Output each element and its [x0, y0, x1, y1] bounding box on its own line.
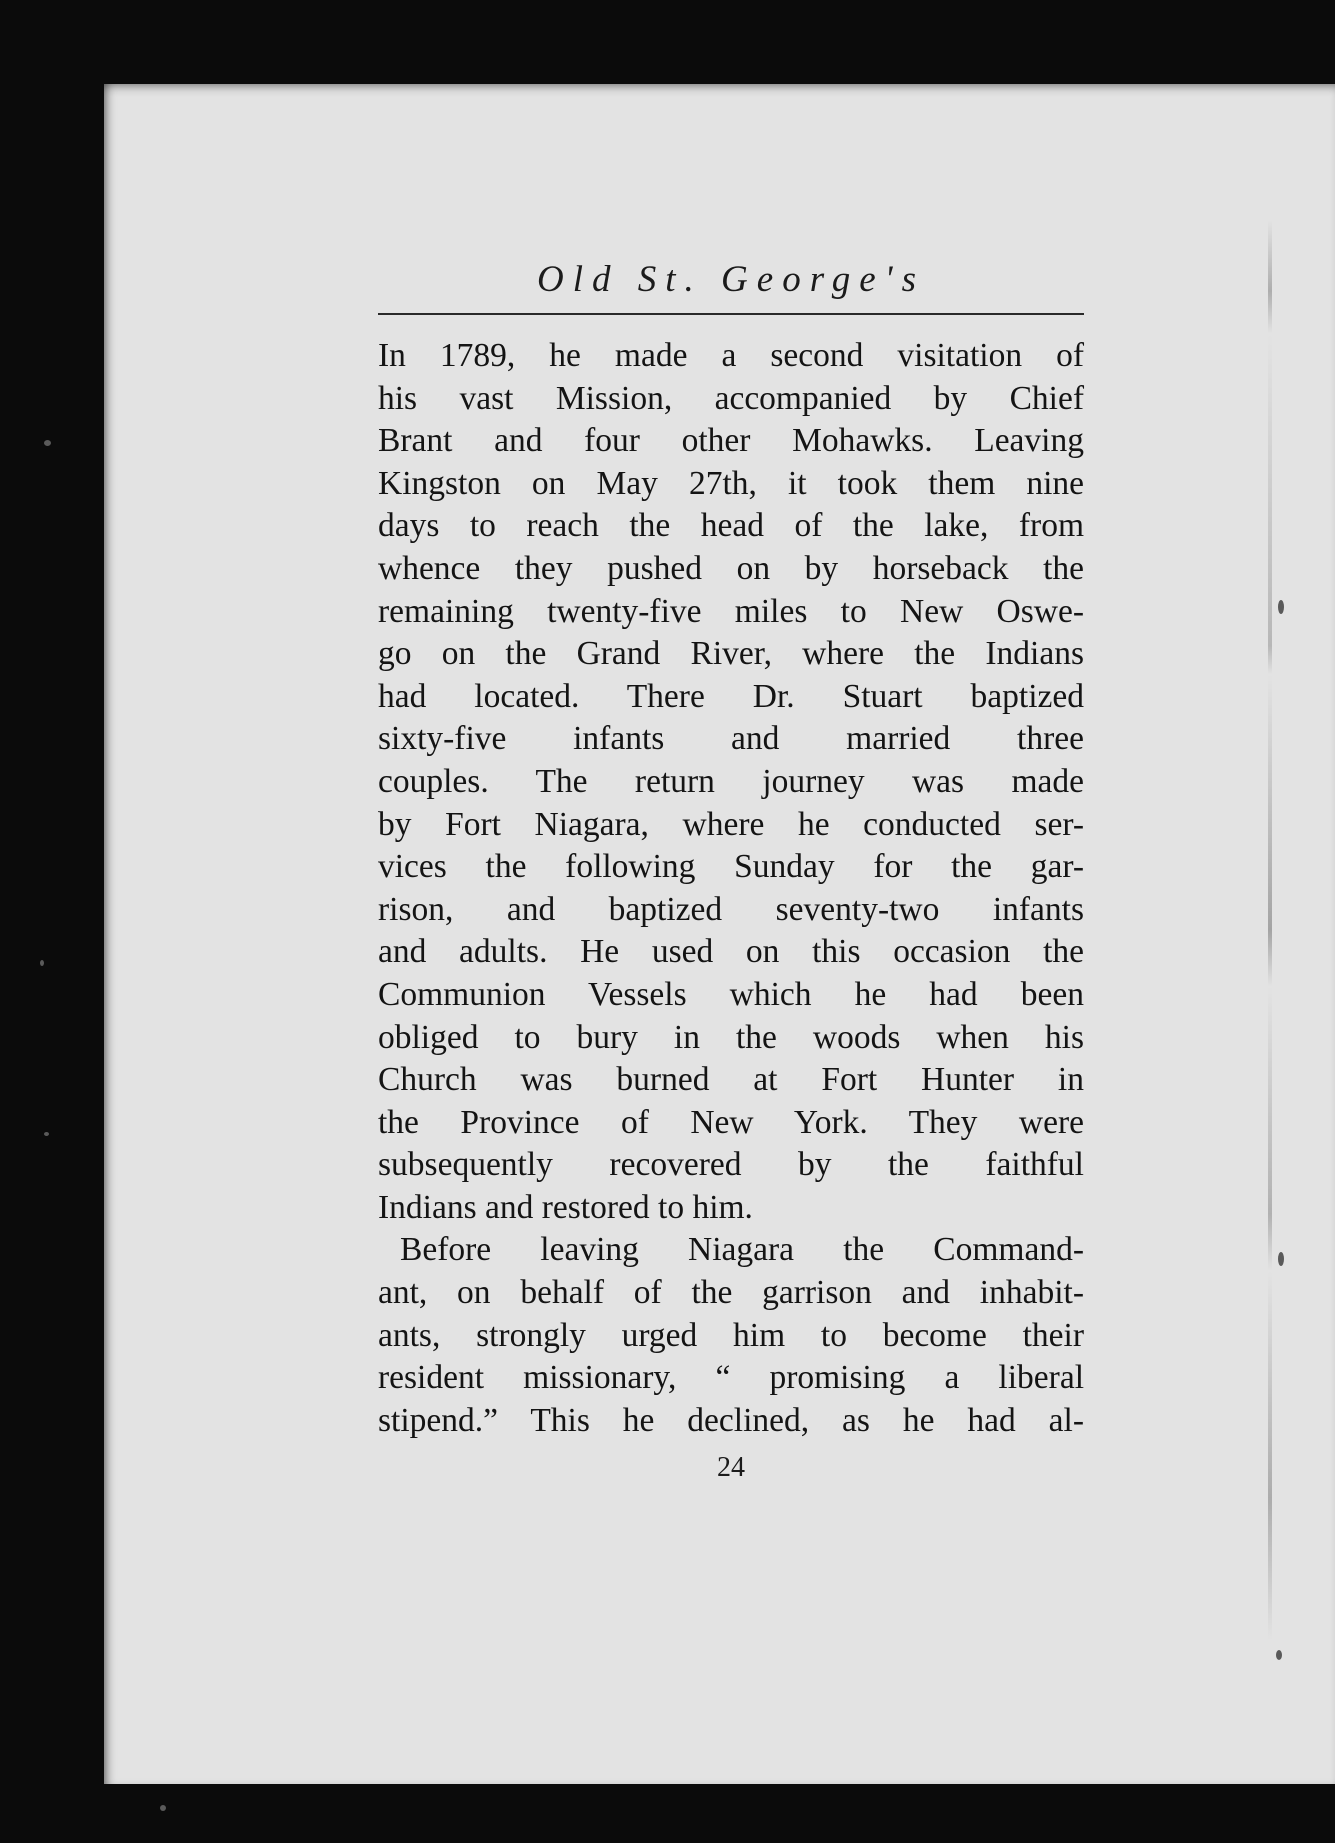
text-line: his vast Mission, accompanied by Chief	[378, 379, 1084, 417]
text-line: Kingston on May 27th, it took them nine	[378, 464, 1084, 502]
text-line: and adults. He used on this occasion the	[378, 933, 1084, 971]
text-line: had located. There Dr. Stuart baptized	[378, 677, 1084, 715]
page-number: 24	[717, 1452, 745, 1483]
text-line: the Province of New York. They were	[378, 1103, 1084, 1141]
text-line: ants, strongly urged him to become their	[378, 1316, 1084, 1354]
header-rule	[378, 313, 1084, 315]
text-line: days to reach the head of the lake, from	[378, 507, 1084, 545]
text-line: rison, and baptized seventy-two infants	[378, 890, 1084, 928]
text-line: ant, on behalf of the garrison and inhabit-	[378, 1274, 1084, 1312]
text-line: remaining twenty-five miles to New Oswe-	[378, 592, 1084, 630]
text-line: stipend.” This he declined, as he had al-	[378, 1401, 1084, 1439]
text-line: vices the following Sunday for the gar-	[378, 848, 1084, 886]
text-line: sixty-five infants and married three	[378, 720, 1084, 758]
paragraph-1	[378, 335, 1084, 1229]
text-line: whence they pushed on by horseback the	[378, 549, 1084, 587]
text-line: In 1789, he made a second visitation of	[378, 337, 1084, 374]
text-line: Indians and restored to him.	[378, 1188, 753, 1226]
text-line: Church was burned at Fort Hunter in	[378, 1061, 1084, 1099]
text-line: go on the Grand River, where the Indians	[378, 635, 1084, 673]
text-line: couples. The return journey was made	[378, 762, 1084, 800]
page-edge-shadow	[1268, 220, 1272, 1640]
text-line: Before leaving Niagara the Command-	[400, 1231, 1084, 1269]
text-line: subsequently recovered by the faithful	[378, 1146, 1084, 1184]
text-line: by Fort Niagara, where he conducted ser-	[378, 805, 1084, 843]
text-line: resident missionary, “ promising a liberal	[378, 1359, 1084, 1397]
text-line: Brant and four other Mohawks. Leaving	[378, 422, 1084, 460]
running-head: Old St. George's	[537, 259, 925, 300]
body-text	[378, 335, 1084, 1442]
text-line: Communion Vessels which he had been	[378, 975, 1084, 1013]
text-line: obliged to bury in the woods when his	[378, 1018, 1084, 1056]
paragraph-2	[378, 1229, 1084, 1442]
